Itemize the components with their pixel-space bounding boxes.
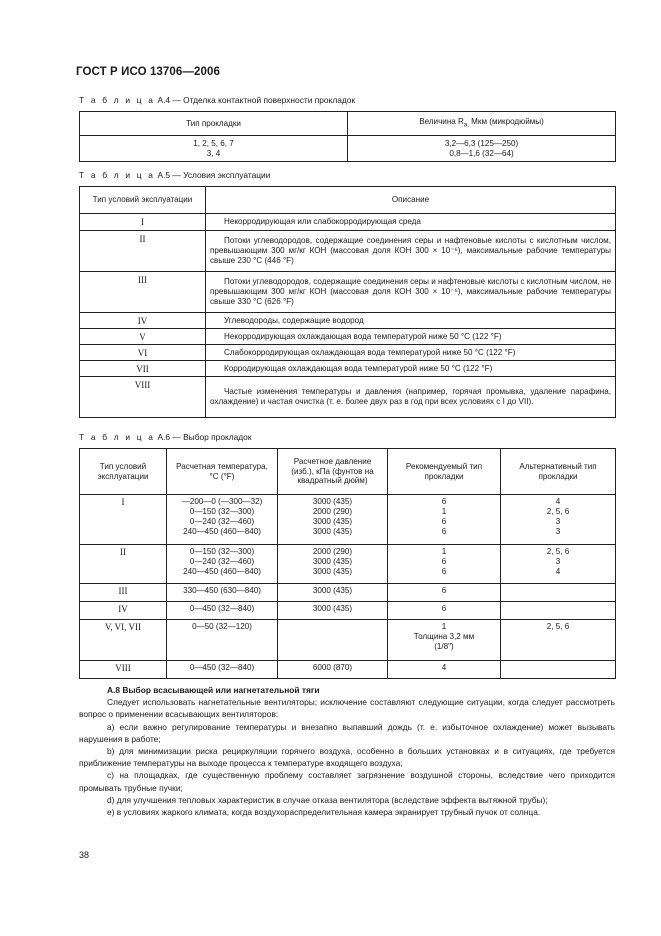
list-item: е) в условиях жаркого климата, когда воздухораспределительная камера экранирует трубный пучок от солнца.	[107, 807, 541, 818]
table-a4-header-value: Величина $R_{a,}$ Мкм (микродюймы)	[348, 112, 616, 136]
condition-type: VI	[80, 345, 206, 361]
condition-description: Потоки углеводородов, содержащие соединения серы и нафтеновые кислоты с кислотным числом, превышающим 300 мг/кг КОН (массовая доля КОН 300 × 10⁻⁶), максимальные рабочие температуры свыше 230 °С (446 °F)	[206, 231, 616, 272]
alternative-cell	[501, 661, 616, 679]
recommended-cell: 1 Толщина 3,2 мм (1/8")	[388, 620, 501, 661]
condition-type: IV	[80, 313, 206, 329]
condition-description: Слабокорродирующая охлаждающая вода температурой ниже 50 °С (122 °F)	[206, 345, 616, 361]
recommended-cell: 6 1 6 6	[388, 495, 501, 545]
table-a5-header-type: Тип условий эксплуатации	[80, 187, 206, 214]
table-a6-header-condition: Тип условий эксплуатации	[80, 449, 167, 495]
caption-prefix: Т а б л и ц а	[79, 95, 156, 105]
temperature-cell: —200—0 (—300—32) 0—150 (32—300) 0—240 (32—460) 240—450 (460—840)	[167, 495, 278, 545]
table-row	[80, 495, 616, 545]
table-row	[80, 620, 616, 661]
pressure-cell: 6000 (870)	[278, 661, 388, 679]
table-a5-caption	[79, 170, 270, 180]
alternative-cell: 4 2, 5, 6 3 3	[501, 495, 616, 545]
condition-description: Потоки углеводородов, содержащие соединения серы и нафтеновые кислоты с кислотным числом, не превышающим 300 мг/кг КОН (массовая доля КОН 300 × 10⁻⁶), максимальные рабочие температуры свыше 330 °С (626 °F)	[206, 272, 616, 313]
condition-type: VII	[80, 361, 206, 377]
temperature-cell: 330—450 (630—840)	[167, 584, 278, 602]
condition-description: Некорродирующая охлаждающая вода температурой ниже 50 °С (122 °F)	[206, 329, 616, 345]
caption-text: А.6 — Выбор прокладок	[155, 432, 252, 442]
pressure-cell: 2000 (290) 3000 (435) 3000 (435)	[278, 545, 388, 584]
table-a6-header-pressure: Расчетное давление (изб.), кПа (фунтов на квадратный дюйм)	[278, 449, 388, 495]
caption-prefix: Т а б л и ц а	[79, 170, 156, 180]
recommended-cell: 6	[388, 584, 501, 602]
recommended-cell: 1 6 6	[388, 545, 501, 584]
condition-type: II	[80, 231, 206, 272]
section-a8	[79, 684, 615, 818]
table-a6-header-alternative: Альтернативный тип прокладки	[501, 449, 616, 495]
table-a6-caption	[79, 432, 252, 442]
condition-description: Некорродирующая или слабокорродирующая среда	[206, 214, 616, 231]
table-a6	[79, 448, 616, 679]
condition-type: V, VI, VII	[80, 620, 167, 661]
table-a4-types-cell	[80, 136, 348, 162]
recommended-cell: 4	[388, 661, 501, 679]
page-number: 38	[79, 850, 90, 860]
temperature-cell: 0—450 (32—840)	[167, 661, 278, 679]
condition-type: III	[80, 272, 206, 313]
table-row: 3,2—6,3 (125—250)	[444, 138, 519, 148]
table-a4-caption	[79, 95, 355, 105]
paragraph: Следует использовать нагнетательные вентиляторы; исключение составляют следующие ситуации, когда следует рассмотреть вопрос о применении всасывающих вентиляторов:	[79, 697, 615, 720]
list-item: с) на площадках, где существенную проблему составляет загрязнение воздушной стороны, вследствие чего приходится промывать трубные пучки;	[79, 770, 615, 793]
list-item: а) если важно регулирование температуры и внезапно выпавший дождь (т. е. избыточное охлаждение) может вызывать нарушения в работе;	[79, 721, 615, 744]
temperature-cell: 0—450 (32—840)	[167, 602, 278, 620]
condition-description: Углеводороды, содержащие водород	[206, 313, 616, 329]
list-item: d) для улучшения тепловых характеристик в случае отказа вентилятора (вследствие эффекта вытяжной трубы);	[107, 794, 548, 805]
caption-prefix: Т а б л и ц а	[79, 432, 156, 442]
caption-text: А.5 — Условия эксплуатации	[155, 170, 271, 180]
table-row: 3, 4	[206, 148, 221, 158]
pressure-cell: 3000 (435)	[278, 602, 388, 620]
table-row	[80, 584, 616, 602]
table-row: 0,8—1,6 (32—64)	[449, 148, 514, 158]
table-a4-values-cell	[348, 136, 616, 162]
condition-type: II	[80, 545, 167, 584]
condition-description: Частые изменения температуры и давления (например, горячая промывка, удаление парафина, охлаждение) и частая очистка (т. е. более двух раз в год при всех условиях с I до VII).	[206, 377, 616, 418]
document-title: ГОСТ Р ИСО 13706—2006	[76, 66, 221, 78]
table-a4-header-type: Тип прокладки	[80, 112, 348, 136]
table-row	[80, 545, 616, 584]
condition-type: IV	[80, 602, 167, 620]
table-row: 1, 2, 5, 6, 7	[193, 138, 234, 148]
condition-type: I	[80, 495, 167, 545]
pressure-cell: 3000 (435)	[278, 584, 388, 602]
alternative-cell	[501, 584, 616, 602]
condition-type: VIII	[80, 377, 206, 418]
recommended-cell: 6	[388, 602, 501, 620]
table-a6-header-temperature: Расчетная температура, °С (°F)	[167, 449, 278, 495]
temperature-cell: 0—50 (32—120)	[167, 620, 278, 661]
list-item: b) для минимизации риска рециркуляции горячего воздуха, особенно в больших установках и в ситуациях, где требуется приближение температуры на выходе процесса к температуре входящего воздуха;	[79, 746, 615, 769]
condition-type: VIII	[80, 661, 167, 679]
alternative-cell	[501, 602, 616, 620]
table-row	[80, 602, 616, 620]
section-heading: А.8 Выбор всасывающей или нагнетательной тяги	[107, 685, 320, 695]
condition-type: V	[80, 329, 206, 345]
condition-description: Корродирующая охлаждающая вода температурой ниже 50 °С (122 °F)	[206, 361, 616, 377]
pressure-cell	[278, 620, 388, 661]
table-a6-header-recommended: Рекомендуемый тип прокладки	[388, 449, 501, 495]
caption-text: А.4 — Отделка контактной поверхности прокладок	[155, 95, 356, 105]
condition-type: I	[80, 214, 206, 231]
table-a5	[79, 186, 616, 418]
table-row	[80, 661, 616, 679]
table-a5-header-desc: Описание	[206, 187, 616, 214]
pressure-cell: 3000 (435) 2000 (290) 3000 (435) 3000 (435)	[278, 495, 388, 545]
temperature-cell: 0—150 (32—300) 0—240 (32—460) 240—450 (460—840)	[167, 545, 278, 584]
table-a4	[79, 111, 616, 162]
alternative-cell: 2, 5, 6 3 4	[501, 545, 616, 584]
alternative-cell: 2, 5, 6	[501, 620, 616, 661]
condition-type: III	[80, 584, 167, 602]
